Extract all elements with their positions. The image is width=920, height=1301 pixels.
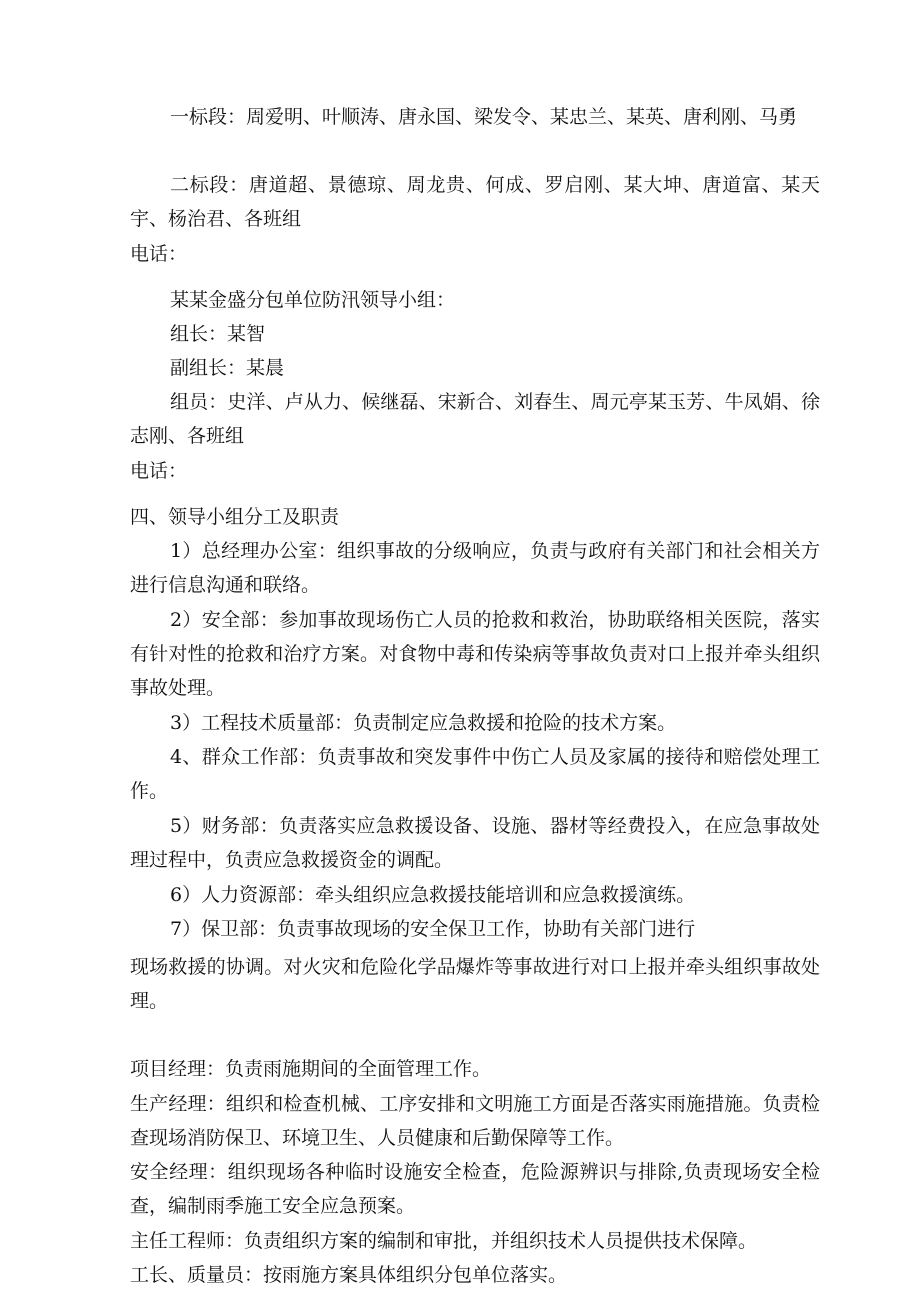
deputy-group-leader: 副组长：某晨 (170, 357, 285, 379)
role-project-manager: 项目经理：负责雨施期间的全面管理工作。 (130, 1058, 492, 1080)
section-two-members: 二标段：唐道超、景德琼、周龙贵、何成、罗启刚、某大坤、唐道富、某天宇、杨治君、各班组 (130, 174, 820, 230)
role-foreman-quality: 工长、质量员：按雨施方案具体组织分包单位落实。 (130, 1264, 568, 1286)
duty-item-6: 6）人力资源部：牵头组织应急救援技能培训和应急救援演练。 (170, 884, 696, 906)
duty-item-3: 3）工程技术质量部：负责制定应急救援和抢险的技术方案。 (170, 712, 677, 734)
phone-label-1: 电话： (130, 243, 188, 265)
group-leader: 组长：某智 (170, 323, 266, 345)
section-one-members: 一标段：周爱明、叶顺涛、唐永国、梁发令、某忠兰、某英、唐利刚、马勇 (170, 106, 798, 128)
duty-item-5: 5）财务部：负责落实应急救援设备、设施、器材等经费投入，在应急事故处理过程中，负责应急救援资金的调配。 (130, 815, 820, 871)
group-members: 组员：史洋、卢从力、候继磊、宋新合、刘春生、周元亭某玉芳、牛凤娟、徐志刚、各班组 (130, 391, 820, 447)
role-chief-engineer: 主任工程师：负责组织方案的编制和审批，并组织技术人员提供技术保障。 (130, 1230, 758, 1252)
role-safety-manager: 安全经理：组织现场各种临时设施安全检查，危险源辨识与排除,负责现场安全检查，编制雨季施工安全应急预案。 (130, 1161, 820, 1217)
duty-item-4: 4、群众工作部：负责事故和突发事件中伤亡人员及家属的接待和赔偿处理工作。 (130, 746, 820, 802)
duty-item-7-line-1: 7）保卫部：负责事故现场的安全保卫工作，协助有关部门进行 (170, 918, 696, 940)
section-four-heading: 四、领导小组分工及职责 (130, 506, 340, 528)
phone-label-2: 电话： (130, 460, 188, 482)
role-production-manager: 生产经理：组织和检查机械、工序安排和文明施工方面是否落实雨施措施。负责检查现场消防保卫、环境卫生、人员健康和后勤保障等工作。 (130, 1093, 820, 1149)
duty-item-1: 1）总经理办公室：组织事故的分级响应，负责与政府有关部门和社会相关方进行信息沟通和联络。 (130, 540, 820, 596)
duty-item-7-continued: 现场救援的协调。对火灾和危险化学品爆炸等事故进行对口上报并牵头组织事故处理。 (130, 956, 820, 1012)
duty-item-2: 2）安全部：参加事故现场伤亡人员的抢救和救治，协助联络相关医院，落实有针对性的抢救和治疗方案。对食物中毒和传染病等事故负责对口上报并牵头组织事故处理。 (130, 609, 820, 699)
subcontractor-group-title: 某某金盛分包单位防汛领导小组： (170, 289, 456, 311)
